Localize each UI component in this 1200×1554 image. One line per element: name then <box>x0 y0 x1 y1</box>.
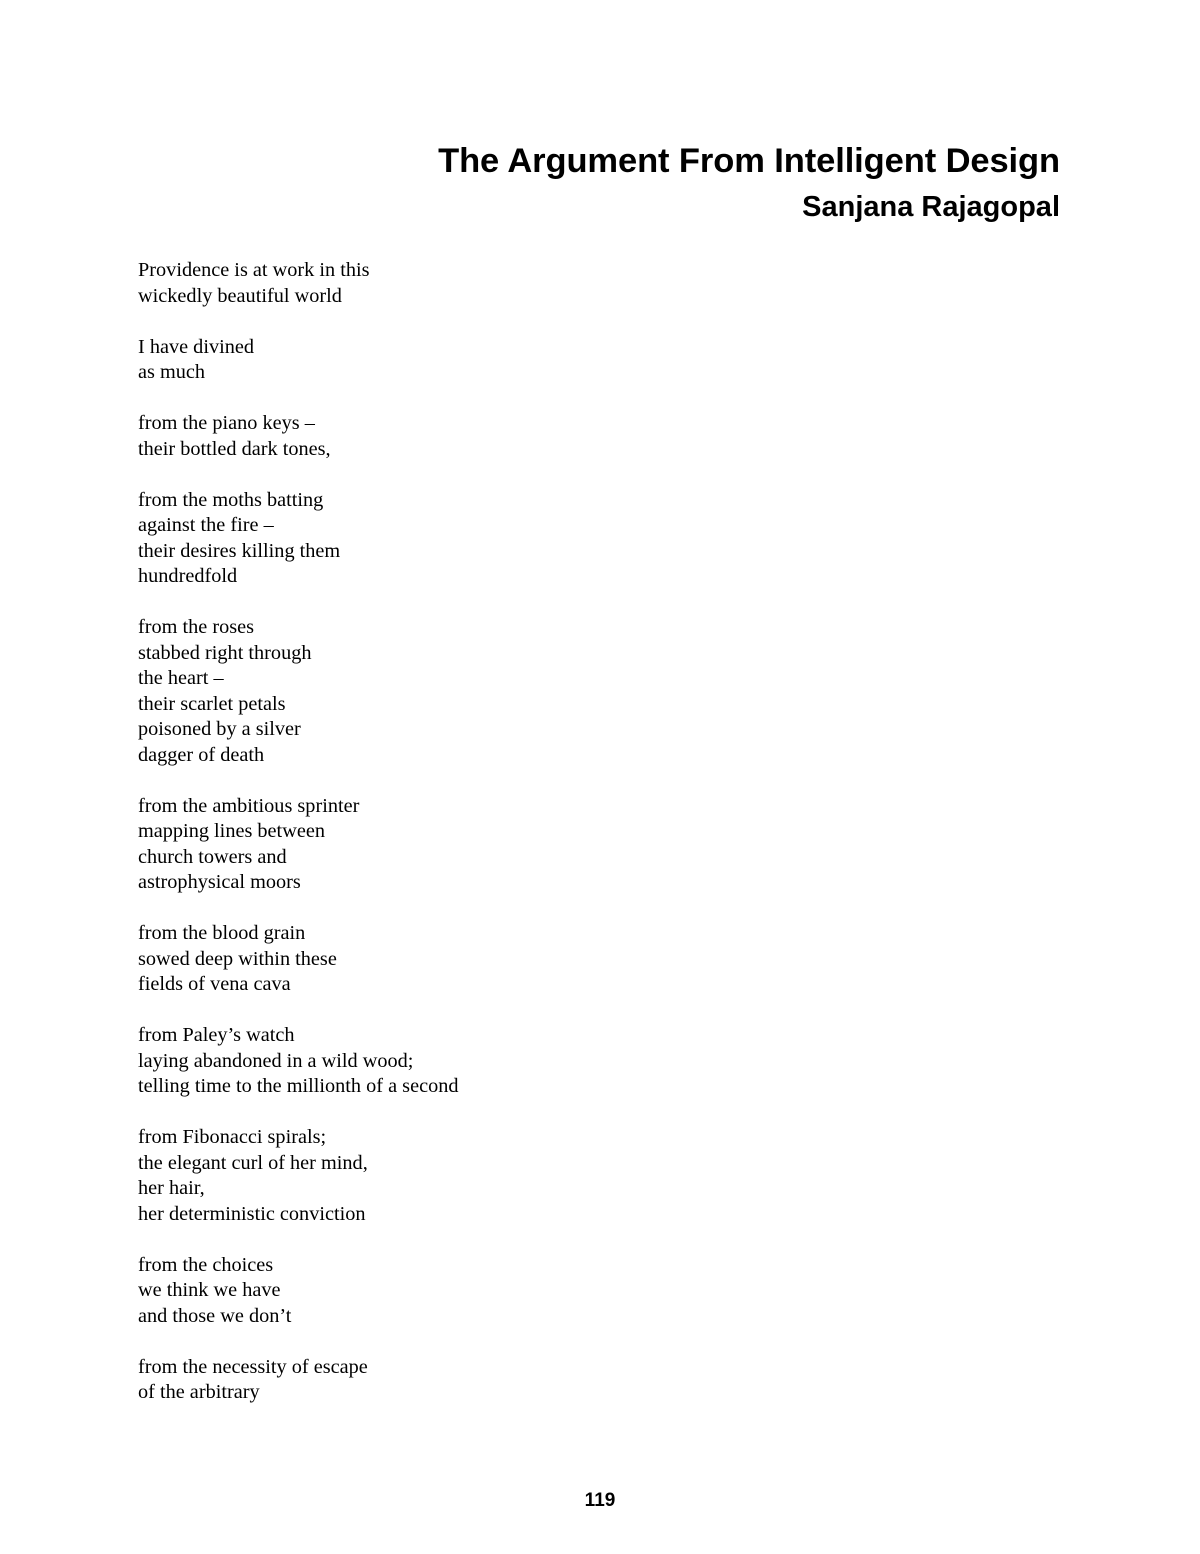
poem-line: the elegant curl of her mind, <box>138 1151 368 1174</box>
poem-line: and those we don’t <box>138 1304 292 1327</box>
poem-line: wickedly beautiful world <box>138 284 342 307</box>
poem-line: from the moths batting <box>138 488 324 511</box>
poem-stanza <box>138 1253 459 1330</box>
poem-line: stabbed right through <box>138 641 312 664</box>
poem-line: from Paley’s watch <box>138 1024 295 1046</box>
poem-stanza <box>138 1125 459 1227</box>
poem-line: I have divined <box>138 335 255 358</box>
poem-stanza <box>138 1355 459 1406</box>
poem-stanza <box>138 335 459 386</box>
poem-stanza <box>138 1023 459 1100</box>
poem-line: church towers and <box>138 845 287 868</box>
poem-line: her deterministic conviction <box>138 1202 366 1225</box>
poem-line: Providence is at work in this <box>138 259 370 281</box>
poem-line: from the roses <box>138 616 255 638</box>
poem-line: of the arbitrary <box>138 1381 260 1403</box>
poem-author: Sanjana Rajagopal <box>802 191 1060 223</box>
poem-line: dagger of death <box>138 743 265 766</box>
poem-line: from the ambitious sprinter <box>138 794 360 817</box>
poem-stanza <box>138 258 459 309</box>
poem-stanza <box>138 411 459 462</box>
page-number: 119 <box>584 1490 616 1511</box>
poem-line: from Fibonacci spirals; <box>138 1126 327 1148</box>
poem-body <box>138 258 459 1431</box>
poem-title: The Argument From Intelligent Design <box>438 142 1060 180</box>
poem-line: mapping lines between <box>138 820 325 842</box>
poem-line: we think we have <box>138 1279 281 1301</box>
poem-line: poisoned by a silver <box>138 718 301 740</box>
poem-line: from the blood grain <box>138 922 306 944</box>
poem-line: astrophysical moors <box>138 871 301 893</box>
poem-line: from the necessity of escape <box>138 1355 368 1378</box>
poem-line: from the choices <box>138 1253 274 1276</box>
poem-line: their desires killing them <box>138 539 341 562</box>
poem-line: sowed deep within these <box>138 947 337 970</box>
poem-line: their scarlet petals <box>138 692 286 715</box>
poem-line: laying abandoned in a wild wood; <box>138 1049 414 1072</box>
poem-line: hundredfold <box>138 565 238 587</box>
poem-line: her hair, <box>138 1177 205 1199</box>
poem-header <box>438 138 1060 230</box>
poem-line: their bottled dark tones, <box>138 437 331 460</box>
poem-line: from the piano keys – <box>138 412 315 434</box>
poem-stanza <box>138 921 459 998</box>
poem-line: fields of vena cava <box>138 973 291 995</box>
poem-stanza <box>138 488 459 590</box>
poem-stanza <box>138 615 459 768</box>
poem-stanza <box>138 794 459 896</box>
poem-line: as much <box>138 361 206 383</box>
poem-line: the heart – <box>138 667 224 689</box>
poem-line: telling time to the millionth of a second <box>138 1075 459 1097</box>
poem-line: against the fire – <box>138 514 274 536</box>
